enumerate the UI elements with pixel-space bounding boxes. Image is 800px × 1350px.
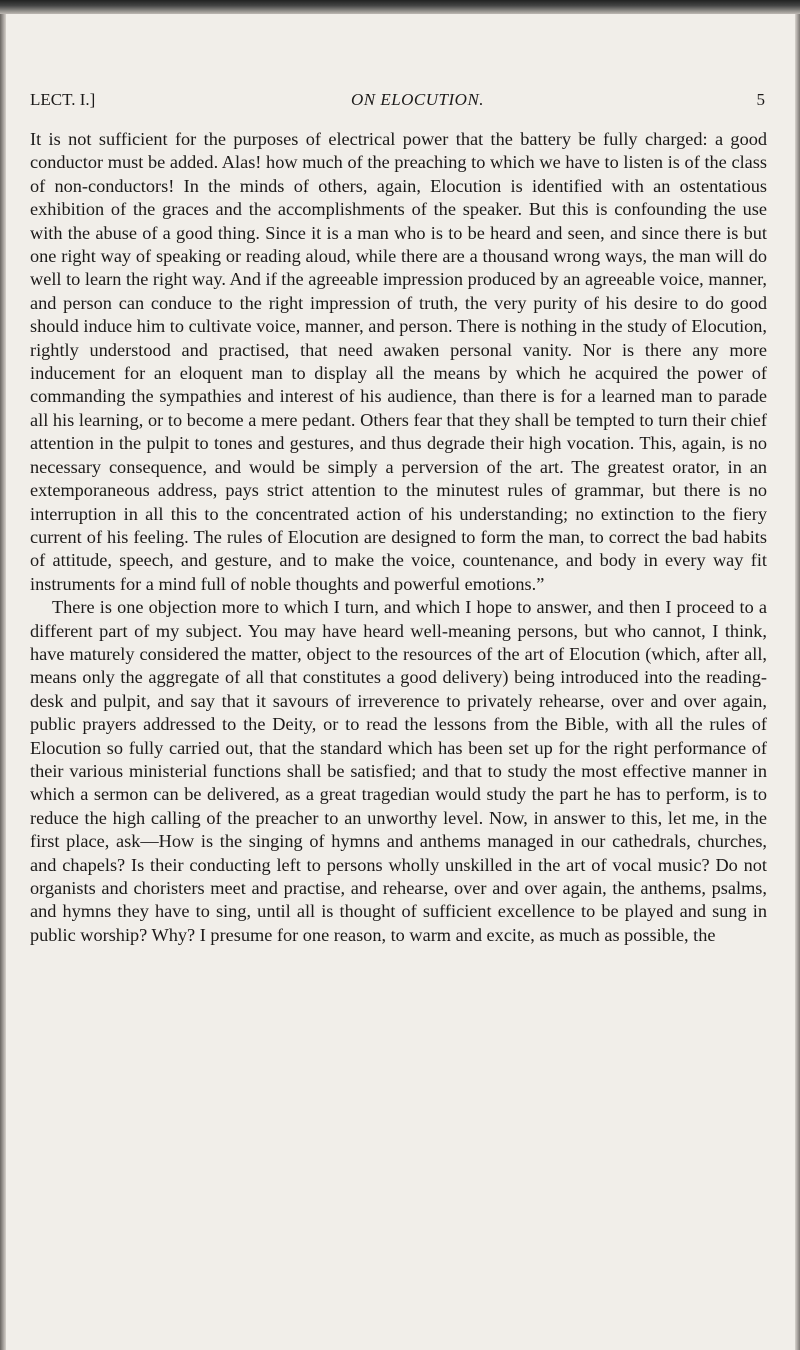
scan-left-edge bbox=[0, 14, 6, 1350]
body-text bbox=[30, 128, 767, 947]
lecture-label: LECT. I.] bbox=[30, 90, 96, 109]
paragraph-1: It is not sufficient for the purposes of electrical power that the battery be fully charged: a good conductor must be added. Alas! how much of the preaching to which we have to listen is of the class of non-conductors! In the minds of others, again, Elocution is identified with an ostentatious exhibition of the graces and the accomplishments of the speaker. But this is confounding the use with the abuse of a good thing. Since it is a man who is to be heard and seen, and since there is but one right way of speaking or reading aloud, while there are a thousand wrong ways, the man will do well to learn the right way. And if the agreeable impression produced by an agreeable voice, manner, and person can conduce to the right impression of truth, the very purity of his desire to do good should induce him to cultivate voice, manner, and person. There is nothing in the study of Elocution, rightly understood and practised, that need awaken personal vanity. Nor is there any more inducement for an eloquent man to display all the means by which he acquired the power of commanding the sympathies and interest of his audience, than there is for a learned man to parade all his learning, or to become a mere pedant. Others fear that they shall be tempted to turn their chief attention in the pulpit to tones and gestures, and thus degrade their high vocation. This, again, is no necessary consequence, and would be simply a perversion of the art. The greatest orator, in an extemporaneous address, pays strict attention to the minutest rules of grammar, but there is no interruption in all this to the concentrated action of his understanding; no extinction to the fiery current of his feeling. The rules of Elocution are designed to form the man, to correct the bad habits of attitude, speech, and gesture, and to make the voice, countenance, and body in every way fit instruments for a mind full of noble thoughts and powerful emotions.” bbox=[30, 129, 767, 594]
paragraph-2: There is one objection more to which I turn, and which I hope to answer, and then I proceed to a different part of my subject. You may have heard well-meaning persons, but who cannot, I think, have maturely considered the matter, object to the resources of the art of Elocution (which, after all, means only the aggregate of all that constitutes a good delivery) being introduced into the reading-desk and pulpit, and say that it savours of irreverence to privately rehearse, over and over again, public prayers addressed to the Deity, or to read the lessons from the Bible, with all the rules of Elocution so fully carried out, that the standard which has been set up for the right performance of their various ministerial functions shall be satisfied; and that to study the most effective manner in which a sermon can be delivered, as a great tragedian would study the part he has to perform, is to reduce the high calling of the preacher to an unworthy level. Now, in answer to this, let me, in the first place, ask—How is the singing of hymns and anthems managed in our cathedrals, churches, and chapels? Is their conducting left to persons wholly unskilled in the art of vocal music? Do not organists and choristers meet and practise, and rehearse, over and over again, the anthems, psalms, and hymns they have to sing, until all is thought of sufficient excellence to be played and sung in public worship? Why? I presume for one reason, to warm and excite, as much as possible, the bbox=[30, 597, 767, 945]
page-number: 5 bbox=[756, 90, 765, 109]
running-header bbox=[30, 90, 765, 120]
scan-top-shadow bbox=[0, 0, 800, 14]
scan-right-edge bbox=[795, 14, 800, 1350]
running-title: ON ELOCUTION. bbox=[350, 90, 485, 109]
